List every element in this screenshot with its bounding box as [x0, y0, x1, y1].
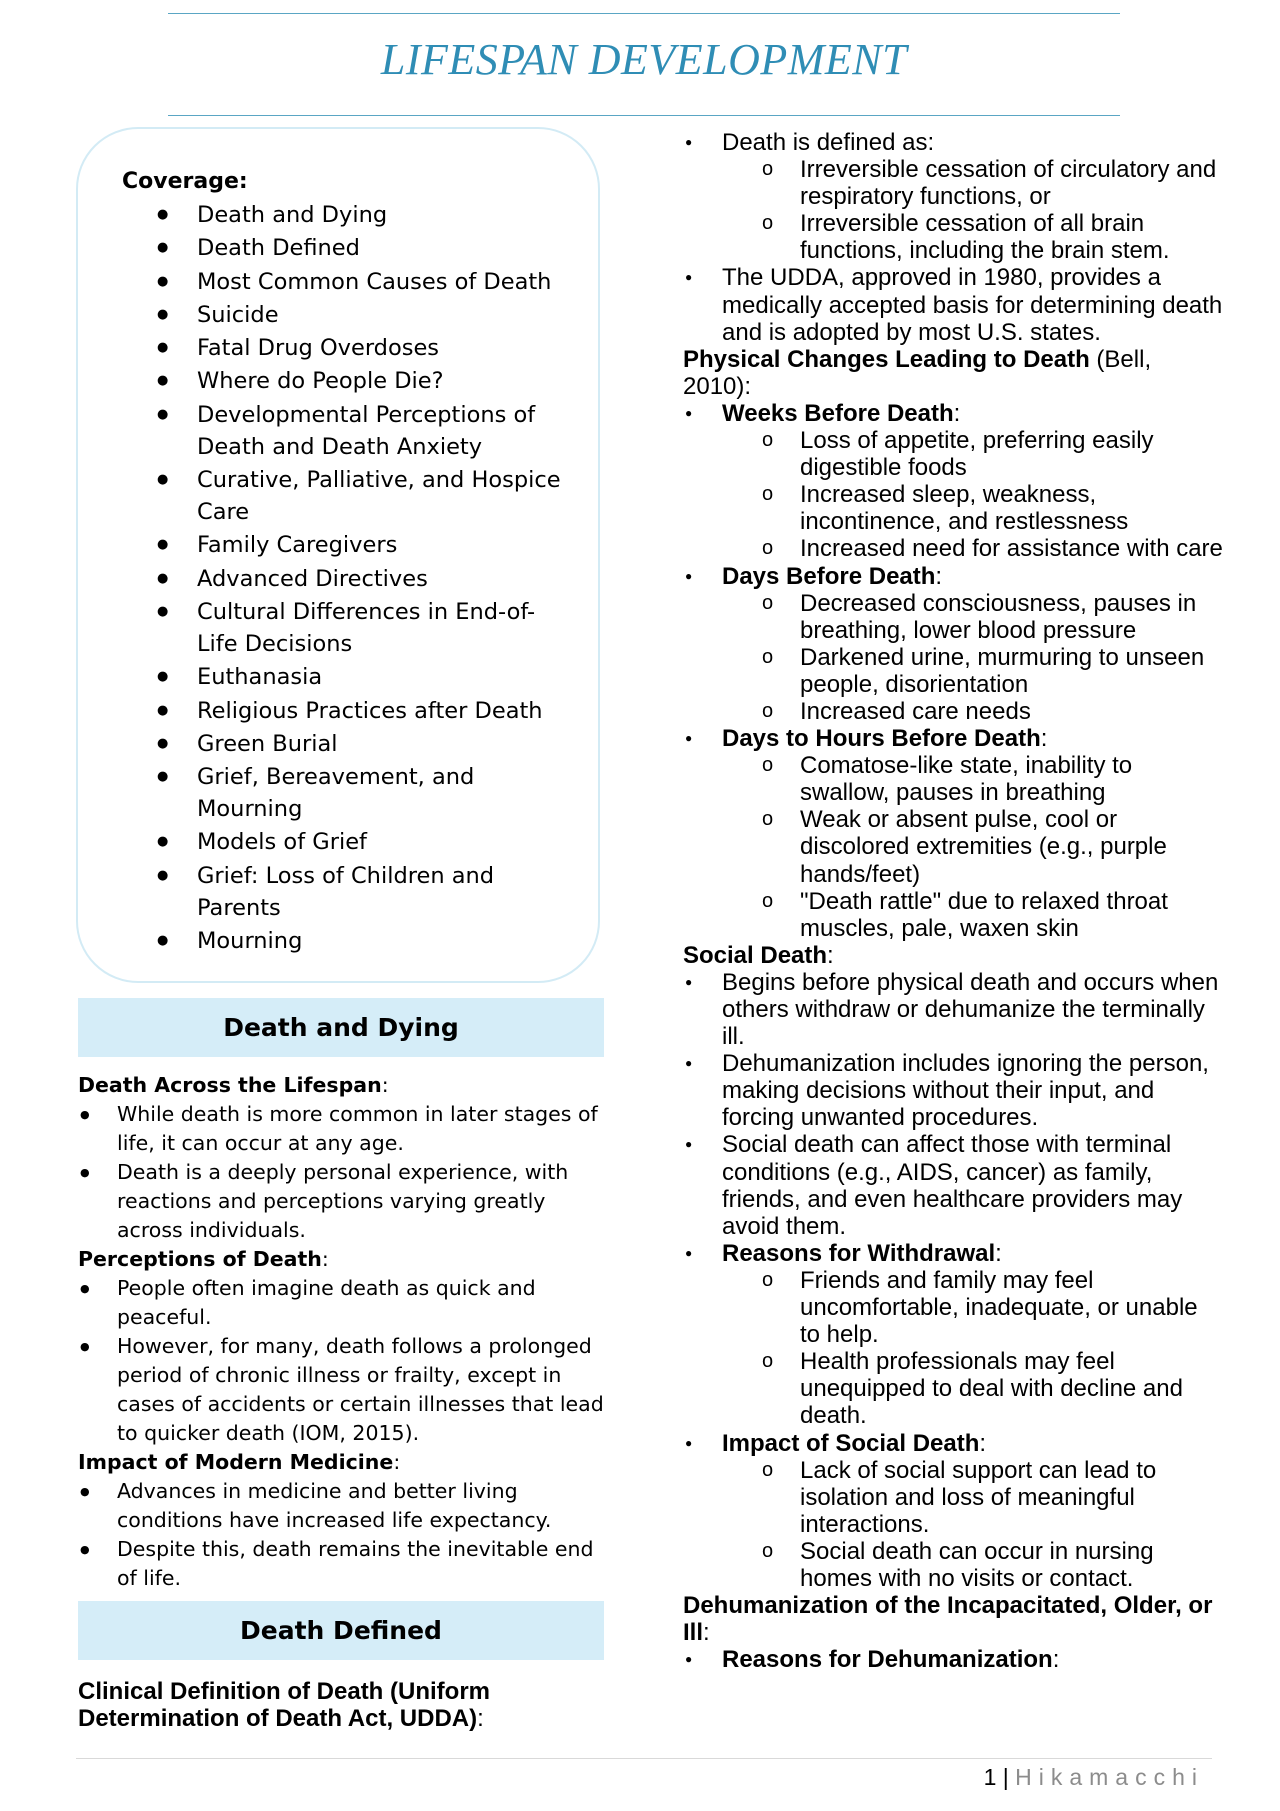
list-item: ● Reasons for Dehumanization: [683, 1646, 1223, 1673]
subheading-impact-of-modern-medicine: Impact of Modern Medicine: [78, 1450, 401, 1474]
footer-author: Hikamacchi [1015, 1764, 1204, 1790]
heading-text: Social Death [683, 941, 828, 969]
impact-social-death-heading: Impact of Social Death [722, 1429, 980, 1457]
sub-list-item: o Increased sleep, weakness, incontinence, and restlessness [722, 481, 1223, 535]
coverage-label: Coverage: [122, 169, 248, 194]
list-item: ● Death is a deeply personal experience, with reactions and perceptions varying greatly across individuals. [78, 1158, 604, 1245]
bullet-list [78, 1477, 604, 1593]
subheading-text: Perceptions of Death [78, 1247, 322, 1271]
list-item: ● Begins before physical death and occurs when others withdraw or dehumanize the terminally ill. [683, 969, 1223, 1050]
physical-changes-heading [683, 346, 1223, 400]
coverage-item: ● Death Defined [122, 232, 562, 264]
sub-bullet-list [722, 1457, 1223, 1592]
sub-bullet-list [722, 1267, 1223, 1430]
coverage-item: ● Suicide [122, 299, 562, 331]
coverage-item: ● Cultural Differences in End-of-Life Decisions [122, 596, 562, 660]
list-item [683, 129, 1223, 264]
bullet-list [683, 400, 1223, 942]
coverage-item: ● Advanced Directives [122, 563, 562, 595]
sub-list-item: o Darkened urine, murmuring to unseen people, disorientation [722, 644, 1223, 698]
sub-list-item: o Friends and family may feel uncomfortable, inadequate, or unable to help. [722, 1267, 1223, 1348]
coverage-item: ● Euthanasia [122, 661, 562, 693]
page-footer [984, 1764, 1204, 1791]
sub-list-item: o Irreversible cessation of circulatory and respiratory functions, or [722, 156, 1223, 210]
list-item: ● While death is more common in later stages of life, it can occur at any age. [78, 1100, 604, 1158]
coverage-item: ● Grief, Bereavement, and Mourning [122, 761, 562, 825]
coverage-item: ● Grief: Loss of Children and Parents [122, 860, 562, 924]
sub-bullet-list [722, 590, 1223, 725]
list-item: ● Advances in medicine and better living conditions have increased life expectancy. [78, 1477, 604, 1535]
coverage-list [122, 199, 562, 958]
list-item: ● Social death can affect those with terminal conditions (e.g., AIDS, cancer) as family, friends, and even healthcare providers may avoid them. [683, 1131, 1223, 1239]
death-definition-intro: Death is defined as: [722, 129, 935, 156]
list-item: ● Reasons for Withdrawal: o Friends and family may feel uncomfortable, inadequate, or unable to help. o Health professionals may feel unequipped to deal with decline and death. [683, 1240, 1223, 1430]
bullet-list [78, 1100, 604, 1245]
list-item: ● Days to Hours Before Death: o Comatose-like state, inability to swallow, pauses in breathing o Weak or absent pulse, cool or discolored extremities (e.g., purple hands/feet) o "Death rattle" due to relaxed throat muscles, pale, waxen skin [683, 725, 1223, 942]
sub-list-item: o Decreased consciousness, pauses in breathing, lower blood pressure [722, 590, 1223, 644]
coverage-item: ● Where do People Die? [122, 365, 562, 397]
coverage-item: ● Developmental Perceptions of Death and Death Anxiety [122, 399, 562, 463]
sub-list-item: o Loss of appetite, preferring easily digestible foods [722, 427, 1223, 481]
sub-list-item: o Irreversible cessation of all brain functions, including the brain stem. [722, 210, 1223, 264]
days-to-hours-heading: Days to Hours Before Death [722, 725, 1041, 753]
bullet-list [683, 969, 1223, 1592]
list-item: ● Dehumanization includes ignoring the person, making decisions without their input, and forcing unwanted procedures. [683, 1050, 1223, 1131]
heading-text: Physical Changes Leading to Death [683, 345, 1090, 373]
weeks-before-heading: Weeks Before Death [722, 399, 954, 427]
heading-text: Dehumanization of the Incapacitated, Older, or Ill [683, 1592, 1213, 1647]
clinical-definition-text: Clinical Definition of Death (Uniform Determination of Death Act, UDDA) [78, 1678, 490, 1732]
list-item: ● Weeks Before Death: o Loss of appetite, preferring easily digestible foods o Increased sleep, weakness, incontinence, and restlessness o Increased need for assistance with care [683, 400, 1223, 563]
bullet-list [78, 1274, 604, 1448]
sub-list-item: o Weak or absent pulse, cool or discolored extremities (e.g., purple hands/feet) [722, 806, 1223, 887]
sub-bullet-list [722, 427, 1223, 562]
page-number: 1 [983, 1764, 997, 1790]
coverage-item: ● Most Common Causes of Death [122, 266, 562, 298]
subheading-text: Impact of Modern Medicine [78, 1450, 394, 1474]
reasons-withdrawal-heading: Reasons for Withdrawal [722, 1239, 996, 1267]
coverage-item: ● Death and Dying [122, 199, 562, 231]
sub-list-item: o Health professionals may feel unequipped to deal with decline and death. [722, 1348, 1223, 1429]
sub-list-item: o Comatose-like state, inability to swallow, pauses in breathing [722, 752, 1223, 806]
list-item: ● Despite this, death remains the inevitable end of life. [78, 1535, 604, 1593]
subheading-text: Death Across the Lifespan [78, 1073, 382, 1097]
sub-bullet-list [722, 752, 1223, 942]
reasons-dehumanization-heading: Reasons for Dehumanization [722, 1646, 1053, 1674]
bullet-list [683, 129, 1223, 346]
coverage-item: ● Religious Practices after Death [122, 695, 562, 727]
citation-text: (Bell, 2010): [683, 345, 1152, 400]
left-column [78, 998, 604, 1732]
list-item: ● Impact of Social Death: o Lack of social support can lead to isolation and loss of meaningful interactions. o Social death can occur in nursing homes with no visits or contact. [683, 1430, 1223, 1593]
bullet-list [683, 1646, 1223, 1673]
coverage-box [76, 127, 600, 983]
right-column [683, 129, 1223, 1673]
footer-separator: | [996, 1764, 1016, 1790]
footer-rule [76, 1758, 1212, 1759]
sub-list-item: o Lack of social support can lead to isolation and loss of meaningful interactions. [722, 1457, 1223, 1538]
sub-list-item: o "Death rattle" due to relaxed throat muscles, pale, waxen skin [722, 888, 1223, 942]
coverage-item: ● Green Burial [122, 728, 562, 760]
coverage-item: ● Curative, Palliative, and Hospice Care [122, 464, 562, 528]
sub-list-item: o Increased care needs [722, 698, 1223, 725]
list-item: ● The UDDA, approved in 1980, provides a medically accepted basis for determining death and is adopted by most U.S. states. [683, 264, 1223, 345]
sub-list-item: o Increased need for assistance with care [722, 535, 1223, 562]
list-item: ● However, for many, death follows a prolonged period of chronic illness or frailty, except in cases of accidents or certain illnesses that lead to quicker death (IOM, 2015). [78, 1332, 604, 1448]
title-bottom-rule [168, 115, 1120, 116]
sub-bullet-list [722, 156, 1223, 264]
subheading-perceptions-of-death: Perceptions of Death: [78, 1247, 329, 1271]
clinical-definition-heading: Clinical Definition of Death (Uniform Determination of Death Act, UDDA): [78, 1678, 490, 1732]
social-death-heading: Social Death: [683, 941, 834, 969]
coverage-item: ● Mourning [122, 925, 562, 957]
coverage-item: ● Models of Grief [122, 826, 562, 858]
subheading-death-across-lifespan: Death Across the Lifespan: [78, 1073, 389, 1097]
days-before-heading: Days Before Death [722, 562, 936, 590]
title-top-rule [168, 13, 1120, 14]
section-heading-death-defined: Death Defined [78, 1601, 604, 1660]
sub-list-item: o Social death can occur in nursing homes with no visits or contact. [722, 1538, 1223, 1592]
list-item: ● People often imagine death as quick and peaceful. [78, 1274, 604, 1332]
dehumanization-heading: Dehumanization of the Incapacitated, Older, or Ill: [683, 1592, 1213, 1647]
document-title: LIFESPAN DEVELOPMENT [380, 35, 908, 84]
list-item: ● Days Before Death: o Decreased consciousness, pauses in breathing, lower blood pressure o Darkened urine, murmuring to unseen people, disorientation o Increased care needs [683, 563, 1223, 726]
coverage-item: ● Family Caregivers [122, 529, 562, 561]
coverage-item: ● Fatal Drug Overdoses [122, 332, 562, 364]
section-heading-death-and-dying: Death and Dying [78, 998, 604, 1057]
